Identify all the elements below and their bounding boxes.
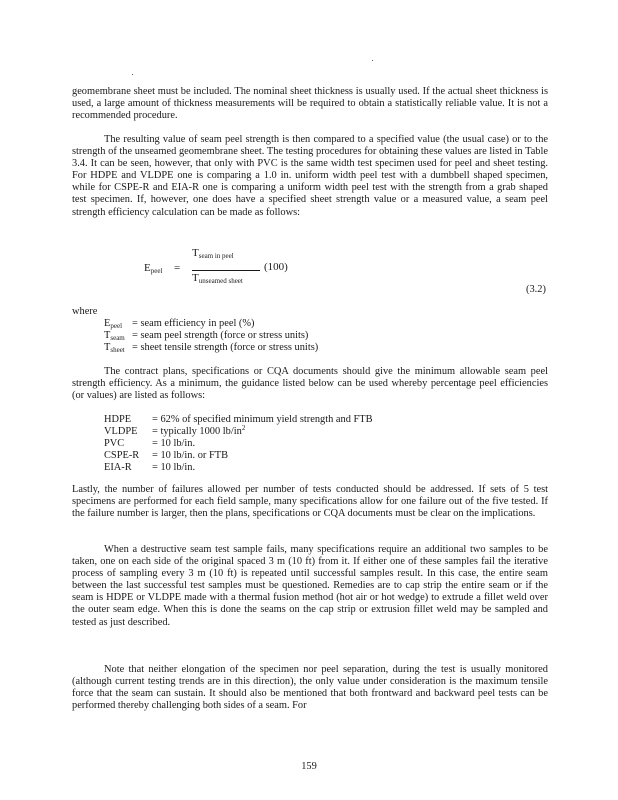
- paragraph-destructive-test: When a destructive seam test sample fails, many specifications require an additional two samples to be taken, one on each side of the original spaced 3 m (10 ft) from it. If either one of these samples fail the iterative process of sampling every 3 m (10 ft) is repeated until successful samples result. In this case, the entire seam between the last successful test samples must be questioned. Remedies are to cap strip the entire seam or if the seam is HDPE or VLDPE made with a thermal fusion method (hot air or hot wedge) to extrude a fillet weld over the outer seam edge. When this is done the seams on the cap strip or extrusion fillet weld may be sampled and tested as just described.: [72, 544, 548, 628]
- efficiency-row: PVC = 10 lb/in.: [104, 438, 196, 450]
- page-number: 159: [301, 761, 317, 772]
- scan-speck: [372, 60, 373, 61]
- efficiency-list: [104, 414, 373, 474]
- equation-equals: =: [174, 262, 181, 274]
- scan-speck: [132, 74, 133, 75]
- efficiency-row: CSPE-R = 10 lb/in. or FTB: [104, 450, 229, 462]
- equation-denominator: Tunseamed sheet: [192, 272, 243, 285]
- equation-numerator: Tseam in peel: [192, 247, 234, 260]
- efficiency-row: VLDPE = typically 1000 lb/in 2: [104, 424, 246, 438]
- paragraph-failures: Lastly, the number of failures allowed per number of tests conducted should be addressed. If sets of 5 test specimens are performed for each field sample, many specifications allow for one failure out of the five tested. If the failure number is larger, then the plans, specifications or CQA documents must be clear on the implications.: [72, 484, 548, 520]
- definition-row: Tsheet = sheet tensile strength (force or stress units): [104, 342, 319, 355]
- fraction-bar: [192, 270, 260, 271]
- variable-definitions: [104, 318, 318, 354]
- where-label: where: [72, 306, 98, 317]
- paragraph-thickness: geomembrane sheet must be included. The nominal sheet thickness is usually used. If the actual sheet thickness is used, a large amount of thickness measurements will be required to obtain a statistically reliable value. It is not a recommended procedure.: [72, 86, 548, 122]
- definition-row: Epeel = seam efficiency in peel (%): [104, 318, 255, 330]
- paragraph-elongation-note: Note that neither elongation of the specimen nor peel separation, during the test is usually monitored (although current testing trends are in this direction), the only value under consideration is the maximum tensile force that the seam can sustain. It should also be mentioned that both frontward and backward peel tests can be performed thereby challenging both sides of a seam. For: [72, 664, 548, 712]
- equation-number: (3.2): [526, 284, 546, 295]
- efficiency-row: HDPE = 62% of specified minimum yield strength and FTB: [104, 414, 373, 425]
- equation-factor: (100): [264, 261, 288, 273]
- efficiency-row: EIA-R = 10 lb/in.: [104, 462, 196, 474]
- equation-lhs: Epeel: [144, 262, 163, 275]
- paragraph-contract-plans: The contract plans, specifications or CQA documents should give the minimum allowable seam peel strength efficiency. As a minimum, the guidance listed below can be used whereby percentage peel efficiencies (or values) are listed as follows:: [72, 366, 548, 402]
- paragraph-peel-strength: The resulting value of seam peel strength is then compared to a specified value (the usual case) or to the strength of the unseamed geomembrane sheet. The testing procedures for obtaining these values are listed in Table 3.4. It can be seen, however, that only with PVC is the same width test specimen used for peel and sheet testing. For HDPE and VLDPE one is comparing a 1.0 in. uniform width peel test with a dumbbell shaped specimen, while for CSPE-R and EIA-R one is comparing a uniform width peel test with the strength from a grab shaped test specimen. If, however, one does have a specified sheet strength value or a measured value, a seam peel strength efficiency calculation can be made as follows:: [72, 134, 548, 218]
- definition-row: Tseam = seam peel strength (force or stress units): [104, 330, 309, 343]
